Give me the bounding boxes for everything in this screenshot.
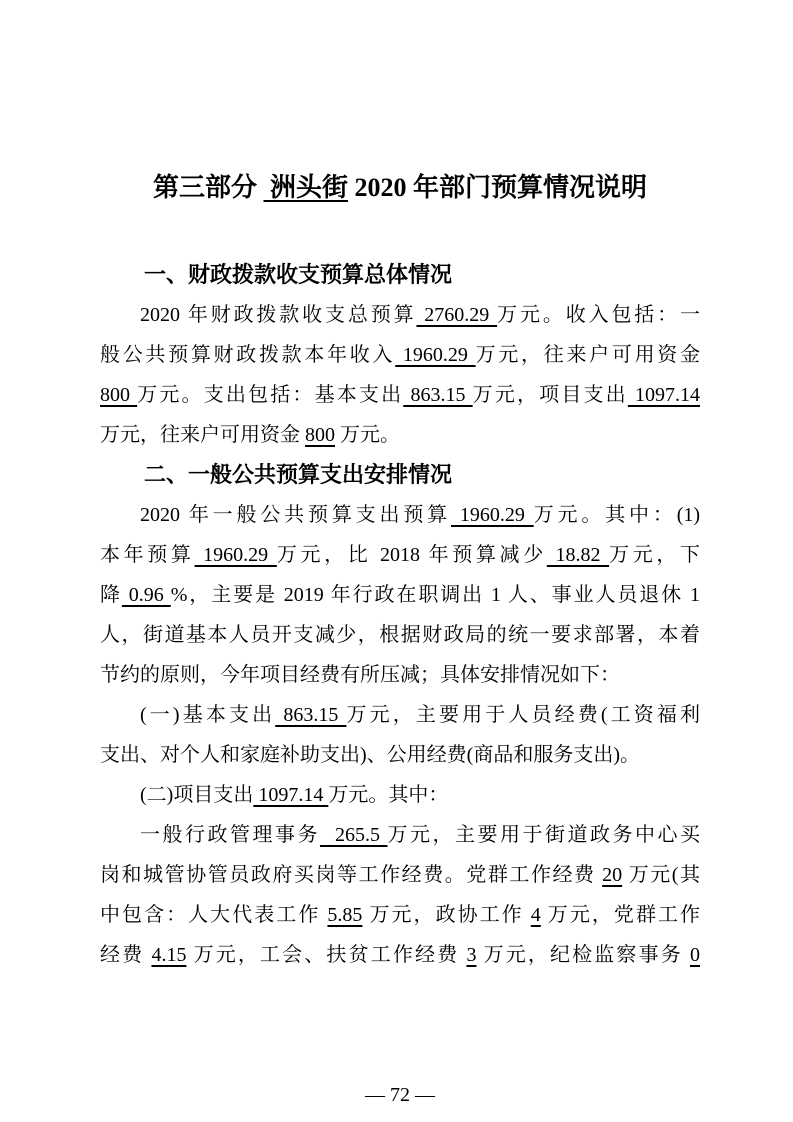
underlined-value: 18.82 [546,544,610,566]
text-segment: 经费 [100,944,152,966]
underlined-value: 4 [530,904,541,926]
text-segment: 万元，党群工作 [540,904,701,926]
text-segment: 万元。收入包括：一 [497,304,701,326]
text-line [100,895,700,935]
text-segment: 人，街道基本人员开支减少，根据财政局的统一要求部署，本着 [100,624,700,646]
underlined-value: 2760.29 [416,304,498,326]
text-line [100,535,700,575]
underlined-value: 0 [690,944,701,966]
text-segment: (一)基本支出 [140,704,276,726]
text-segment: 万元，比 2018 年预算减少 [276,544,547,566]
text-segment: 万元。支出包括：基本支出 [137,384,404,406]
underlined-value: 1097.14 [627,384,701,406]
text-line [100,655,700,695]
underlined-value: 5.85 [327,904,363,926]
text-segment: %，主要是 2019 年行政在职调出 1 人、事业人员退休 1 [170,584,700,606]
text-segment: 万元，纪检监察事务 [476,944,691,966]
underlined-value: 4.15 [151,944,187,966]
underlined-value: 800 [100,384,138,406]
text-segment: 万元，政协工作 [362,904,531,926]
underlined-value: 0.96 [121,584,171,606]
text-segment: 万元，往来户可用资金 [100,424,305,446]
text-segment: 一般行政管理事务 [140,824,320,846]
text-segment: 万元，主要用于街道政务中心买 [387,824,700,846]
text-segment: 2020 年部门预算情况说明 [348,173,648,202]
text-line [100,935,700,975]
underlined-value: 863.15 [403,384,473,406]
text-segment: 万元(其 [622,864,700,886]
text-segment: 第三部分 [152,173,264,202]
text-segment: 万元，主要用于人员经费(工资福利 [346,704,700,726]
text-segment: 降 [100,584,122,606]
text-segment: 万元。 [335,424,400,446]
section-heading [100,255,700,295]
text-line [100,815,700,855]
text-segment: 岗和城管协管员政府买岗等工作经费。党群工作经费 [100,864,603,886]
underlined-value: 20 [602,864,623,886]
text-segment: 2020 年财政拨款收支总预算 [140,304,417,326]
text-line [100,375,700,415]
text-line [100,575,700,615]
text-line [100,335,700,375]
text-line [100,295,700,335]
text-segment: 2020 年一般公共预算支出预算 [140,504,452,526]
page-number: — 72 — [365,1084,435,1106]
underlined-value: 1960.29 [451,504,534,526]
underlined-value: 800 [305,424,335,446]
text-line [100,855,700,895]
text-line [100,415,700,455]
text-line [100,775,700,815]
text-segment: 万元。其中：(1) [533,504,701,526]
text-segment: 万元。其中： [328,784,449,806]
text-line [100,695,700,735]
text-segment: 万元，项目支出 [472,384,628,406]
text-segment: 万元，往来户可用资金 [475,344,701,366]
text-line [100,495,700,535]
text-segment: 节约的原则，今年项目经费有所压减；具体安排情况如下： [100,664,620,686]
underlined-value: 1960.29 [194,544,277,566]
document-title [100,168,700,208]
underlined-value: 863.15 [275,704,347,726]
text-segment: 万元，下 [609,544,701,566]
text-segment: 般公共预算财政拨款本年收入 [100,344,396,366]
text-line [100,615,700,655]
text-segment: 二、一般公共预算支出安排情况 [144,462,453,487]
underlined-value: 1097.14 [253,784,329,806]
underlined-value: 265.5 [320,824,388,846]
underlined-value: 洲头街 [263,173,348,202]
text-segment: 中包含：人大代表工作 [100,904,328,926]
underlined-value: 1960.29 [395,344,476,366]
text-segment: 一、财政拨款收支预算总体情况 [144,262,453,287]
text-segment: 支出、对个人和家庭补助支出)、公用经费(商品和服务支出)。 [100,744,640,766]
underlined-value: 3 [466,944,477,966]
text-line [100,735,700,775]
text-segment: 万元，工会、扶贫工作经费 [186,944,467,966]
text-segment: 本年预算 [100,544,195,566]
text-segment: (二)项目支出 [140,784,254,806]
section-heading [100,455,700,495]
